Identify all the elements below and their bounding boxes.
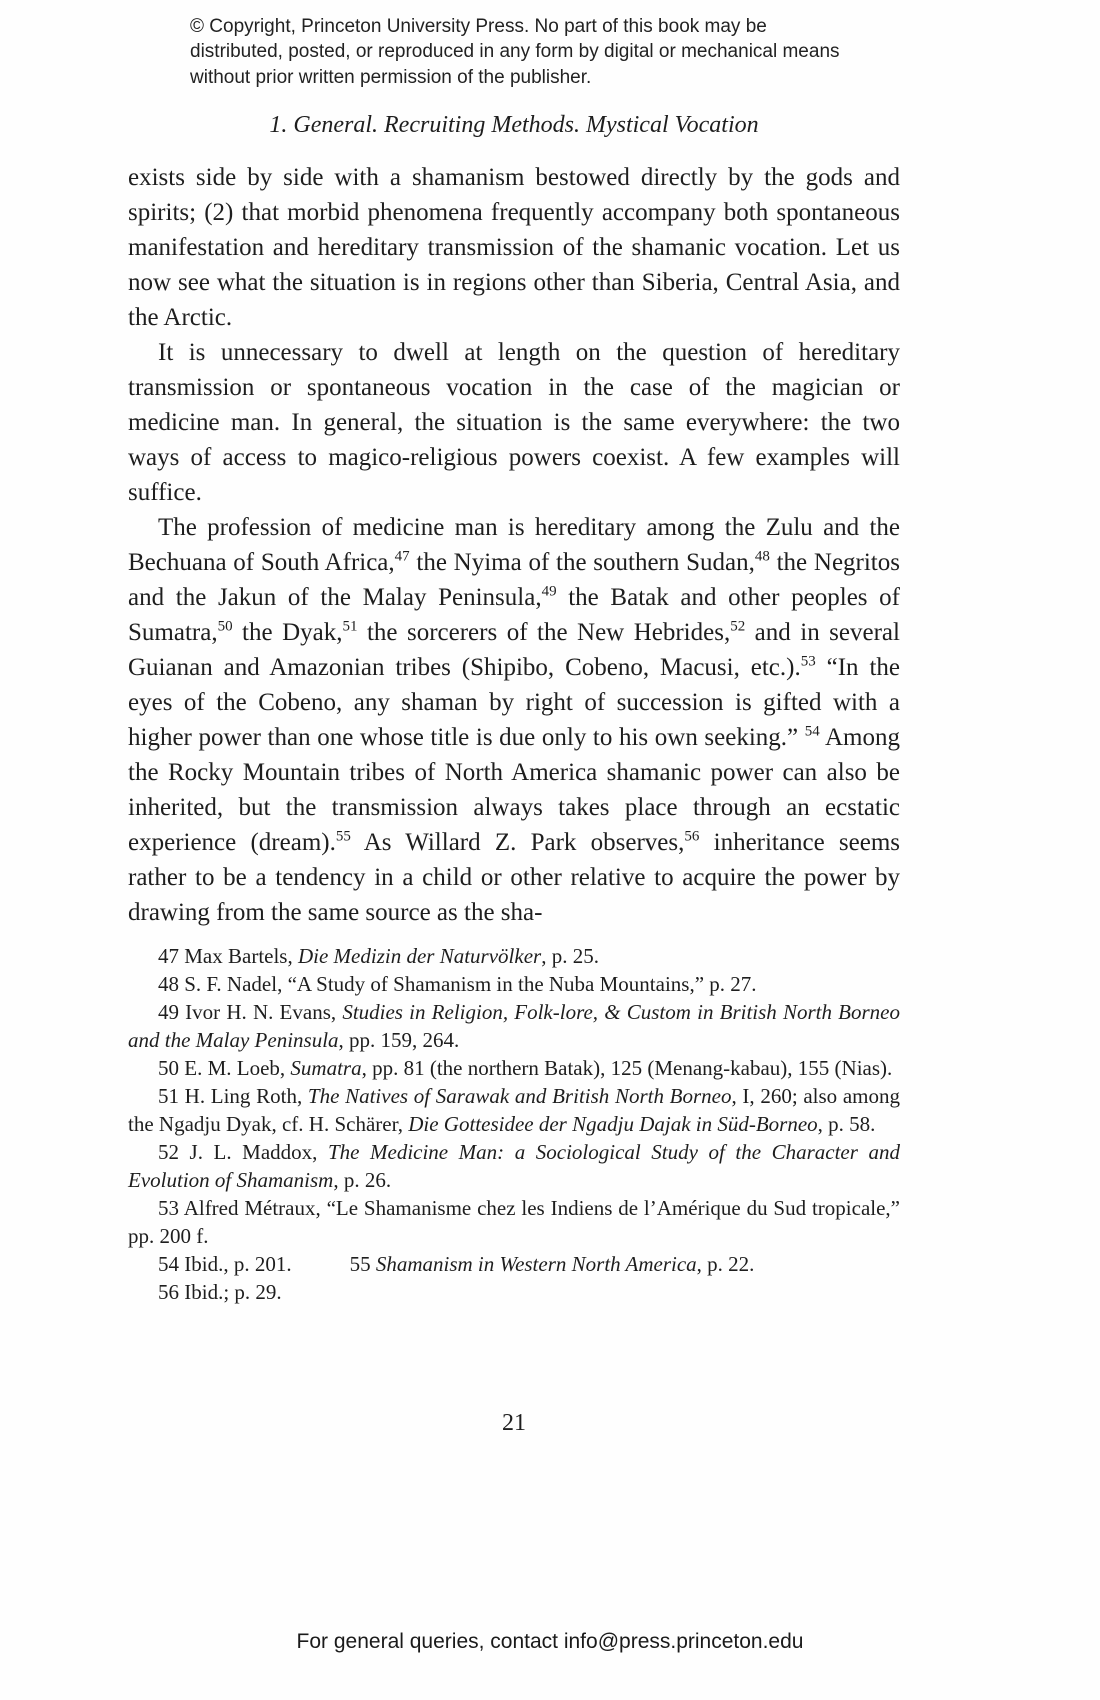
- footnote: 56 Ibid.; p. 29.: [158, 1280, 282, 1304]
- footnote: 50 E. M. Loeb, Sumatra, pp. 81 (the northern Batak), 125 (Menang-kabau), 155 (Nias).: [158, 1056, 893, 1080]
- footnotes-block: [128, 942, 900, 1306]
- footnote: 49 Ivor H. N. Evans, Studies in Religion, Folk-lore, & Custom in British North Borneo and the Malay Peninsula, pp. 159, 264.: [128, 1000, 901, 1052]
- footnote: 48 S. F. Nadel, “A Study of Shamanism in the Nuba Mountains,” p. 27.: [158, 972, 757, 996]
- body-text: [128, 160, 900, 1306]
- footer-note: For general queries, contact info@press.princeton.edu: [296, 1630, 804, 1653]
- page-number: 21: [502, 1410, 526, 1436]
- body-paragraph: It is unnecessary to dwell at length on the question of hereditary transmission or spontaneous vocation in the case of the magician or medicine man. In general, the situation is the same everywhere: the two ways of access to magico-religious powers coexist. A few examples will suffice.: [128, 339, 900, 506]
- running-head: 1. General. Recruiting Methods. Mystical Vocation: [269, 112, 759, 138]
- footnote: 53 Alfred Métraux, “Le Shamanisme chez les Indiens de l’Amérique du Sud tropicale,” pp. 200 f.: [128, 1196, 900, 1248]
- footnote: 54 Ibid., p. 201. 55 Shamanism in Western North America, p. 22.: [158, 1252, 755, 1276]
- copyright-notice: © Copyright, Princeton University Press. No part of this book may be distributed, posted, or reproduced in any form by digital or mechanical means without prior written permission of the publisher.: [190, 16, 840, 88]
- footnote: 52 J. L. Maddox, The Medicine Man: a Sociological Study of the Character and Evolution of Shamanism, p. 26.: [128, 1140, 900, 1192]
- footnote: 47 Max Bartels, Die Medizin der Naturvölker, p. 25.: [158, 944, 599, 968]
- body-paragraph: exists side by side with a shamanism bestowed directly by the gods and spirits; (2) that morbid phenomena frequently accompany both spontaneous manifestation and hereditary transmission of the shamanic vocation. Let us now see what the situation is in regions other than Siberia, Central Asia, and the Arctic.: [128, 164, 900, 331]
- footnote: 51 H. Ling Roth, The Natives of Sarawak and British North Borneo, I, 260; also among the Ngadju Dyak, cf. H. Schärer, Die Gottesidee der Ngadju Dajak in Süd-Borneo, p. 58.: [128, 1084, 901, 1136]
- body-paragraph: The profession of medicine man is hereditary among the Zulu and the Bechuana of South Africa,$^{47}$ the Nyima of the southern Sudan,$^{48}$ the Negritos and the Jakun of the Malay Peninsula,$^{49}$ the Batak and other peoples of Sumatra,$^{50}$ the Dyak,$^{51}$ the sorcerers of the New Hebrides,$^{52}$ and in several Guianan and Amazonian tribes (Shipibo, Cobeno, Macusi, etc.).$^{53}$ “In the eyes of the Cobeno, any shaman by right of succession is gifted with a higher power than one whose title is due only to his own seeking.” $^{54}$ Among the Rocky Mountain tribes of North America shamanic power can also be inherited, but the transmission always takes place through an ecstatic experience (dream).$^{55}$ As Willard Z. Park observes,$^{56}$ inheritance seems rather to be a tendency in a child or other relative to acquire the power by drawing from the same source as the sha-: [128, 514, 900, 926]
